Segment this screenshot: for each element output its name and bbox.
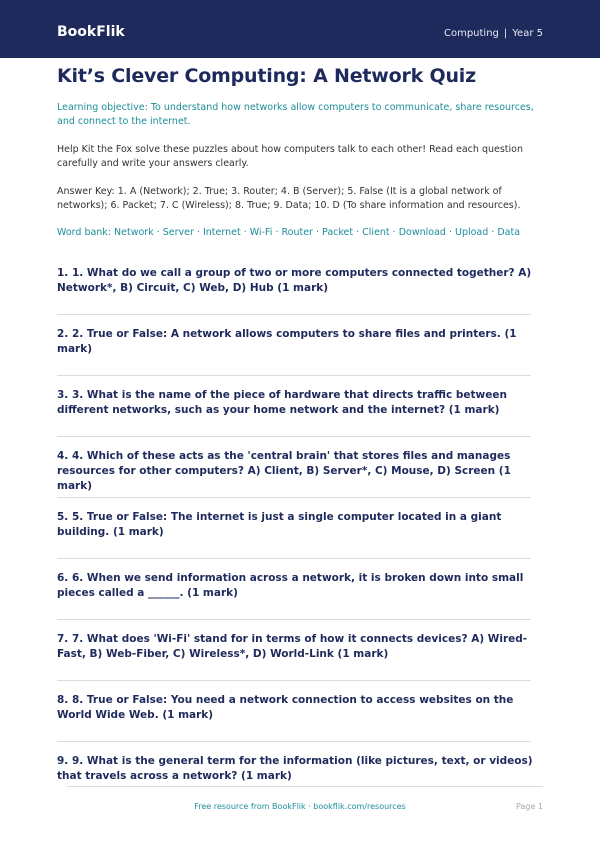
subject-label: Computing <box>443 28 499 39</box>
question-item <box>57 681 543 742</box>
header-meta <box>444 27 543 41</box>
question-item <box>57 437 543 498</box>
footer-divider <box>67 786 543 787</box>
top-bar <box>0 0 600 58</box>
worksheet-content <box>57 64 543 803</box>
question-item <box>57 620 543 681</box>
question-item <box>57 254 543 315</box>
question-text: 5. 5. True or False: The internet is just a single computer located in a giant building. (1 mark) <box>57 511 502 538</box>
intro-text: Help Kit the Fox solve these puzzles about how computers talk to each other! Read each question carefully and write your answers clearly. <box>57 144 523 169</box>
question-item <box>57 376 543 437</box>
question-text: 4. 4. Which of these acts as the 'central brain' that stores files and manages resources for other computers? A) Client, B) Server*, C) Mouse, D) Screen (1 mark) <box>57 450 511 492</box>
question-item <box>57 498 543 559</box>
question-text: 6. 6. When we send information across a network, it is broken down into small pieces called a ______. (1 mark) <box>57 572 524 599</box>
question-text: 9. 9. What is the general term for the information (like pictures, text, or videos) that travels across a network? (1 mark) <box>57 755 533 782</box>
learning-objective: Learning objective: To understand how networks allow computers to communicate, share resources, and connect to the internet. <box>57 102 534 127</box>
question-item <box>57 559 543 620</box>
question-item <box>57 742 543 803</box>
footer-link-text: Free resource from BookFlik · bookflik.com/resources <box>194 802 406 811</box>
question-text: 7. 7. What does 'Wi-Fi' stand for in terms of how it connects devices? A) Wired-Fast, B) Web-Fiber, C) Wireless*, D) World-Link (1 mark) <box>57 633 528 660</box>
question-text: 8. 8. True or False: You need a network connection to access websites on the World Wide Web. (1 mark) <box>57 694 514 721</box>
question-text: 2. 2. True or False: A network allows computers to share files and printers. (1 mark) <box>57 328 517 355</box>
brand-logo: BookFlik <box>57 24 125 40</box>
question-text: 1. 1. What do we call a group of two or more computers connected together? A) Network*, B) Circuit, C) Web, D) Hub (1 mark) <box>57 267 532 294</box>
page-number: Page 1 <box>516 802 543 811</box>
answer-key: Answer Key: 1. A (Network); 2. True; 3. Router; 4. B (Server); 5. False (It is a global network of networks); 6. Packet; 7. C (Wireless); 8. True; 9. Data; 10. D (To share information and resources). <box>57 186 521 211</box>
question-item <box>57 315 543 376</box>
question-text: 3. 3. What is the name of the piece of hardware that directs traffic between different networks, such as your home network and the internet? (1 mark) <box>57 389 507 416</box>
header-separator: | <box>503 28 508 39</box>
word-bank: Word bank: Network · Server · Internet · Wi-Fi · Router · Packet · Client · Download · Upload · Data <box>57 227 521 238</box>
page-title: Kit’s Clever Computing: A Network Quiz <box>57 65 476 87</box>
year-label: Year 5 <box>512 28 543 39</box>
question-list <box>57 254 543 803</box>
